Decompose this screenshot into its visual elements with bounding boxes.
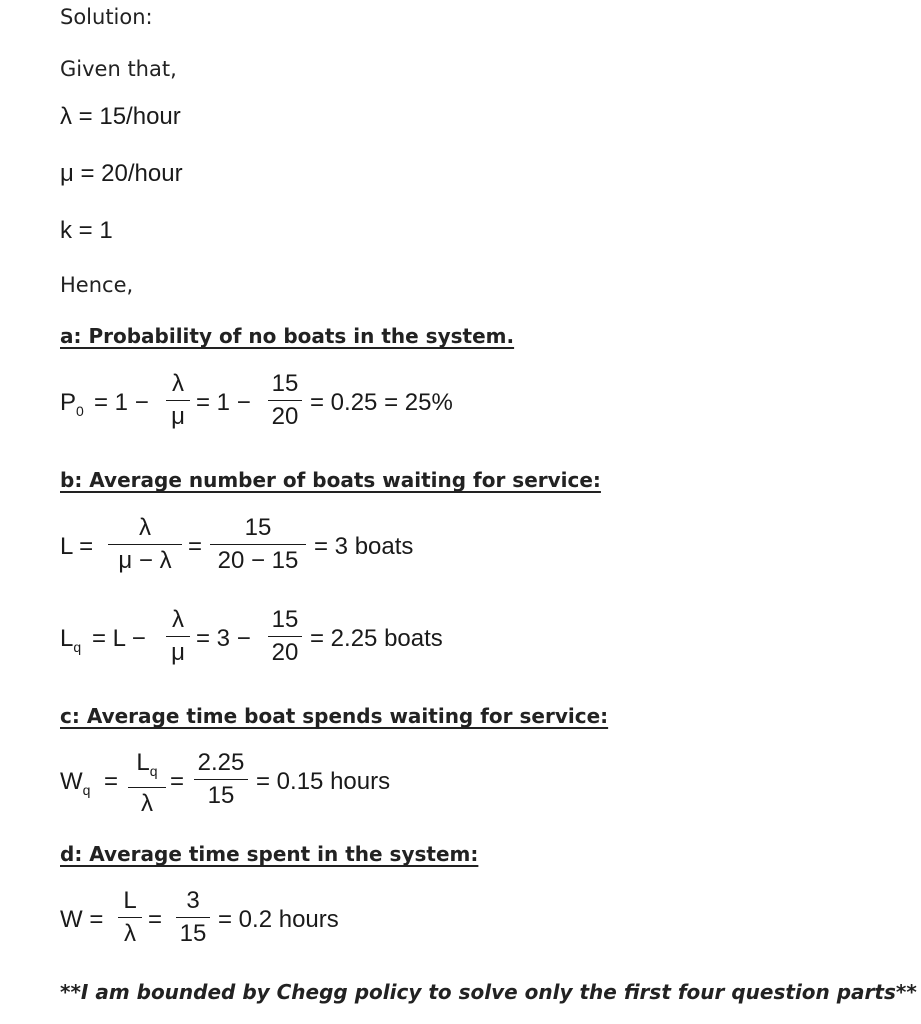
w-f2-denominator: 15	[179, 920, 207, 947]
p0-subscript: 0	[76, 402, 84, 419]
lq-f1-denominator: μ	[171, 639, 185, 666]
section-d-heading: d: Average time spent in the system:	[60, 842, 479, 866]
p0-f1-numerator: λ	[172, 370, 184, 397]
lq-result: = 2.25 boats	[310, 625, 443, 652]
wq-f1-num-symbol: L	[136, 749, 150, 776]
p0-fraction-15-20	[268, 370, 302, 431]
w-result: = 0.2 hours	[218, 906, 339, 933]
p0-eq1: = 1 −	[94, 389, 149, 416]
wq-f1-num-subscript: q	[149, 762, 158, 779]
w-fraction-3-15	[176, 887, 210, 948]
lq-f1-numerator: λ	[172, 606, 184, 633]
wq-eq1: =	[170, 768, 185, 795]
w-lhs: W =	[60, 906, 104, 933]
wq-f2-numerator: 2.25	[197, 749, 245, 776]
wq-lhs	[60, 768, 90, 798]
l-lhs: L =	[60, 533, 94, 560]
l-f1-denominator: μ − λ	[118, 547, 172, 574]
l-fraction-symbolic	[108, 514, 182, 575]
lq-eq2: = 3 −	[196, 625, 251, 652]
lq-lhs	[60, 625, 81, 655]
policy-note: **I am bounded by Chegg policy to solve only the first four question parts**	[60, 980, 917, 1004]
p0-f2-numerator: 15	[271, 370, 299, 397]
wq-f1-numerator	[128, 749, 166, 785]
w-f2-numerator: 3	[186, 887, 200, 914]
wq-subscript: q	[82, 781, 91, 798]
solution-label: Solution:	[60, 5, 153, 29]
l-eq: =	[188, 533, 203, 560]
wq-eq0: =	[104, 768, 119, 795]
p0-fraction-lambda-mu	[166, 370, 190, 431]
w-f1-denominator: λ	[124, 920, 136, 947]
l-fraction-numeric	[210, 514, 306, 575]
l-f1-numerator: λ	[139, 514, 151, 541]
wq-fraction-numeric	[194, 749, 248, 810]
k-equation: k = 1	[60, 217, 113, 244]
wq-f1-denominator: λ	[141, 789, 153, 817]
p0-symbol: P	[60, 389, 77, 416]
l-f2-numerator: 15	[244, 514, 272, 541]
p0-result: = 0.25 = 25%	[310, 389, 453, 416]
lq-fraction-15-20	[268, 606, 302, 667]
p0-eq2: = 1 −	[196, 389, 251, 416]
lq-fraction-lambda-mu	[166, 606, 190, 667]
section-c-heading: c: Average time boat spends waiting for service:	[60, 704, 609, 728]
given-label: Given that,	[60, 57, 177, 81]
w-eq1: =	[148, 906, 163, 933]
wq-fraction-lq-lambda	[128, 749, 166, 818]
section-a-heading: a: Probability of no boats in the system.	[60, 324, 515, 348]
lq-f2-denominator: 20	[271, 639, 299, 666]
mu-equation: μ = 20/hour	[60, 160, 183, 187]
p0-lhs	[60, 389, 84, 419]
lq-eq1: = L −	[92, 625, 146, 652]
p0-f1-denominator: μ	[171, 403, 185, 430]
l-result: = 3 boats	[314, 533, 414, 560]
w-fraction-l-lambda	[118, 887, 142, 948]
w-f1-numerator: L	[123, 887, 137, 914]
l-f2-denominator: 20 − 15	[217, 547, 299, 574]
hence-label: Hence,	[60, 273, 134, 297]
wq-symbol: W	[60, 768, 83, 795]
wq-f2-denominator: 15	[207, 782, 235, 809]
lambda-equation: λ = 15/hour	[60, 103, 181, 130]
lq-f2-numerator: 15	[271, 606, 299, 633]
section-b-heading: b: Average number of boats waiting for service:	[60, 468, 601, 492]
lq-subscript: q	[73, 638, 82, 655]
p0-f2-denominator: 20	[271, 403, 299, 430]
wq-result: = 0.15 hours	[256, 768, 391, 795]
lq-symbol: L	[60, 625, 74, 652]
